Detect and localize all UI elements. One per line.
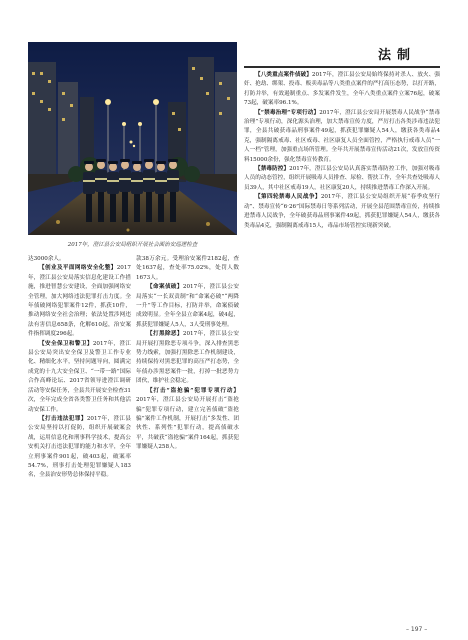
- section-body: 2017年，澄江县公安局突出安全保卫及警卫工作专业化、精细化水平，坚持问题导向，圆满完成党的十九大安全保卫、“一带一路”国际合作高峰论坛、2017省领导进澄江调研活动等安保任务，全县共开展安全检查31次，全年完成全省各类警卫任务和其他活动安保工作。: [28, 340, 131, 413]
- article-section: [136, 330, 239, 386]
- section-heading: 【“禁毒治理”专项行动】: [255, 109, 320, 116]
- section-heading: 【禁毒防控】: [255, 166, 290, 173]
- section-heading: 【第四轮禁毒人民战争】: [255, 194, 321, 201]
- section-body: 达3000余人。: [28, 256, 65, 262]
- photo-caption: 2017年，澄江县公安局组织开展社会面治安巡逻检查: [67, 242, 198, 248]
- article-section: [28, 340, 131, 415]
- article-section: [136, 283, 239, 330]
- column-right: [244, 71, 440, 231]
- article-section: [136, 387, 239, 453]
- section-body: 2017年，澄江县公安局组织开展“春季攻坚行动”、禁毒宣传“6·26”国际禁毒日等系列活动，开展全县范围禁毒宣传，持续推进禁毒人民战争，全年破获毒品刑事案件49起，抓获犯罪嫌疑人54人，缴获各类毒品4克，强制隔离戒毒15人，毒品市场管控实现新突破。: [244, 194, 440, 229]
- section-heading: 【创业及平面网络安全化整】: [39, 265, 117, 272]
- header-rule: [244, 66, 440, 68]
- article-paragraph: [28, 255, 131, 264]
- section-heading: 【八类重点案件侦破】: [255, 72, 312, 78]
- section-header: 法制: [378, 48, 417, 63]
- section-body: 2017年，澄江县公安局开展打击“盗抢骗”犯罪专项行动，建立完善侦破“盗抢骗”案件工作机制，开展打击“多发性、团伙性、系列性”犯罪行动，提高侦破水平，共破获“盗抢骗”案件164起，抓获犯罪嫌疑人258人。: [136, 397, 239, 451]
- section-body: 2017年，澄江县公安局开展禁毒人民战争“禁毒治理”专项行动，深化源头治理，加大禁毒宣传力度，严厉打击各类涉毒违法犯罪，全县共破获毒品刑事案件49起，抓获犯罪嫌疑人54人，缴获各类毒品4克，强制隔离戒毒、社区戒毒、社区康复人员全面管控，严格执行戒毒人员“一人一档”管理，加强重点场所管理。全年共开展禁毒宣传活动21次，发放宣传资料15000余份，强化禁毒宣传教育。: [244, 109, 440, 163]
- section-heading: 【打击违法犯罪】: [39, 415, 87, 422]
- section-body: 2017年，澄江县公安局落实“一长双责制”和“命案必破”“两降一升”等工作目标，打防并举，命案侦破成效明显。全年全县立命案4起，破4起，抓获犯罪嫌疑人5人，3人受刑事处理。: [136, 284, 239, 328]
- article-section: [244, 71, 440, 109]
- article-section: [244, 193, 440, 231]
- section-body: 2017年，澄江县公安局始终保持对杀人、放火、强奸、抢劫、绑架、投毒、贩卖毒品等八类重点案件的严打高压态势，以打开路，打防并举，有效遏制重点、多发案件发生，全年八类重点案件立案76起，破案73起，破案率96.1%。: [244, 72, 440, 107]
- section-heading: 【打黑除恶】: [147, 331, 183, 338]
- section-body: 2017年，澄江县公安局落实信息化建设工作措施，推进智慧公安建设，全面加强网络安全管理，加大网络违法犯罪打击力度。全年侦破网络犯罪案件12件，抓获10件，推动网络安全社会治理；依法处置涉网违法有害信息658条，化解610起，治安案件指挥调度296起。: [28, 265, 131, 338]
- article-section: [244, 109, 440, 165]
- night-street-illustration: [28, 42, 237, 235]
- page-number: – 197 –: [406, 626, 428, 633]
- article-section: [244, 165, 440, 193]
- section-body: 2017年，澄江县公安局坚持以打促防，组织开展破案会战，运用信息化和刑事科学技术，提高公安机关打击违法犯罪的能力和水平，全年立刑事案件901起，破403起，破案率54.7%，刑事打击处理犯罪嫌疑人183名，全县治安形势总体保持平稳。: [28, 415, 131, 479]
- article-section: [28, 415, 131, 481]
- article-section: [28, 264, 131, 339]
- section-heading: 【打击“盗抢骗”犯罪专项行动】: [147, 387, 239, 394]
- column-middle: [136, 255, 239, 453]
- section-body: 款38万余元。受理治安案件2182起，查处1637起，查处率75.02%，处罚人数1673人。: [136, 256, 239, 281]
- article-paragraph: [136, 255, 239, 283]
- police-patrol-photo: [28, 42, 237, 235]
- section-body: 2017年，澄江县公安局开展打黑除恶专项斗争，深入排查黑恶势力线索，加强打黑除恶工作机制建设，持续保持对黑恶犯罪的高压严打态势，全年侦办涉黑恶案件一批，打掉一批恶势力团伙，维护社会稳定。: [136, 331, 239, 385]
- section-heading: 【安全保卫和警卫】: [39, 340, 93, 347]
- section-heading: 【命案侦破】: [147, 284, 183, 291]
- column-left: [28, 255, 131, 481]
- section-body: 2017年，澄江县公安局认真落实禁毒防控工作，加强对吸毒人员的动态管控，组织开展吸毒人员排查、尿检、帮扶工作，全年共查处吸毒人员39人，其中社区戒毒19人，社区康复20人，持续推进禁毒工作深入开展。: [244, 166, 440, 191]
